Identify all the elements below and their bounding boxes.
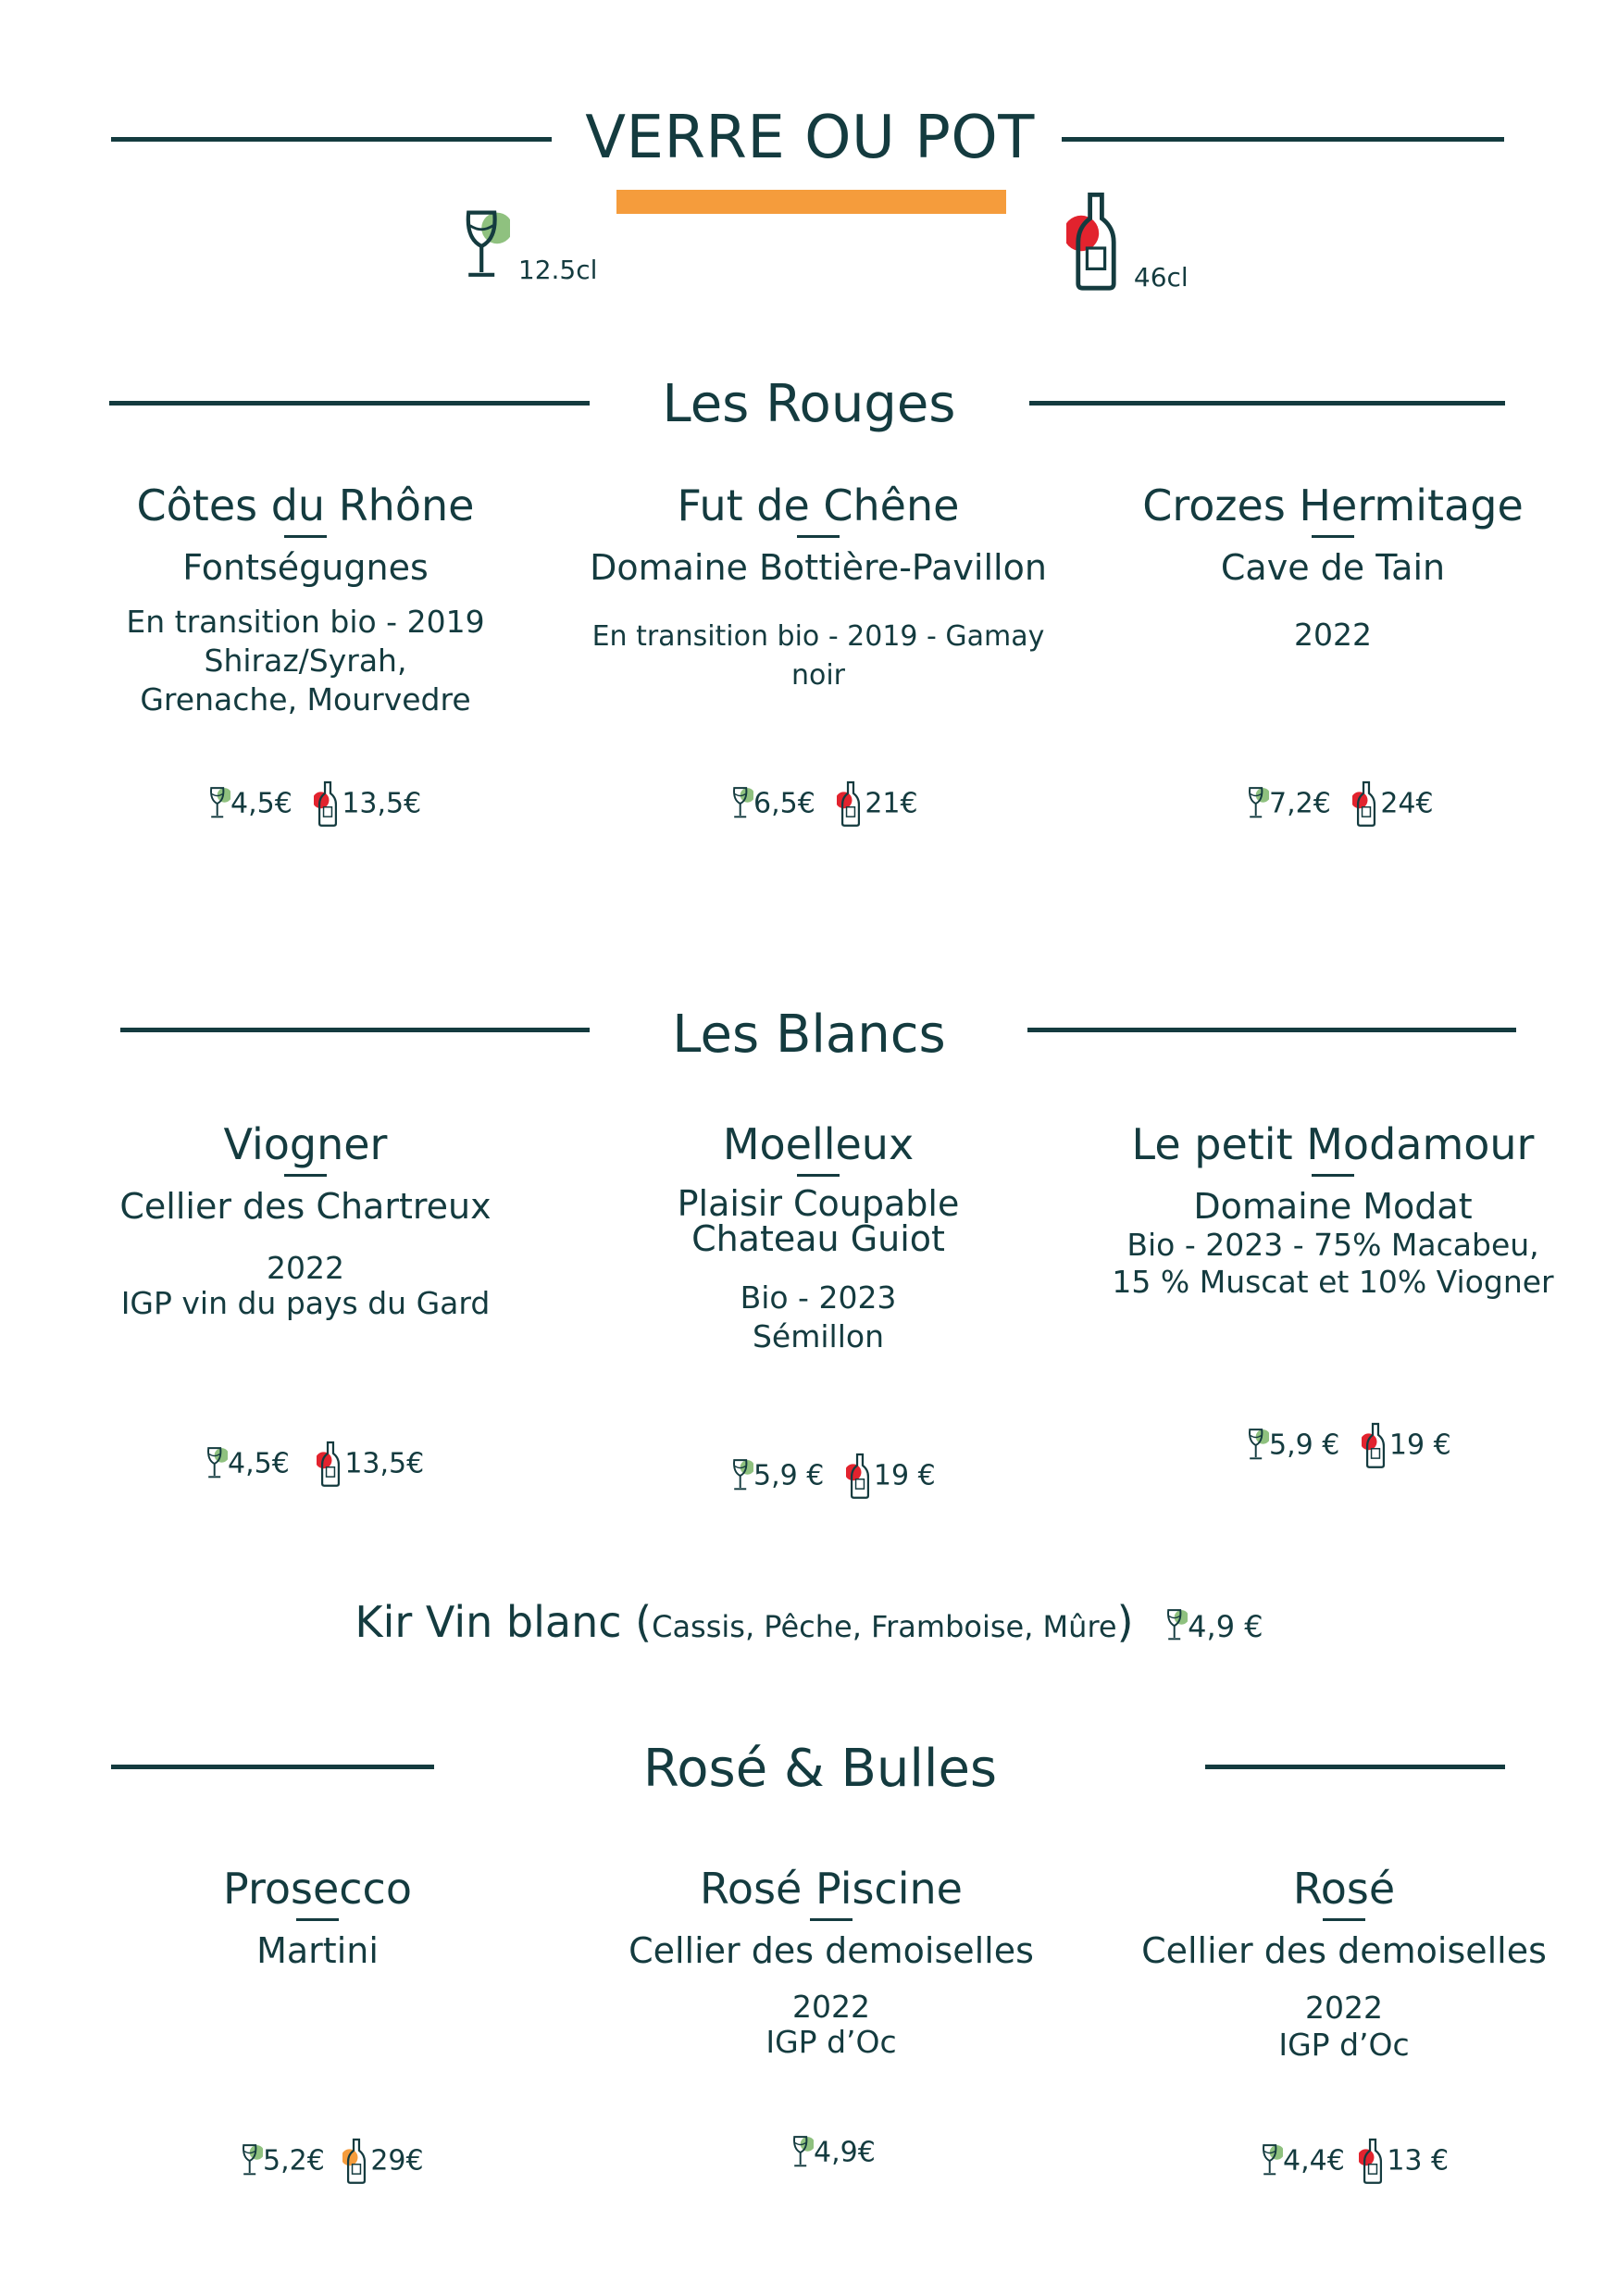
wine-rose-piscine bbox=[572, 1863, 1090, 2060]
bottle-icon bbox=[317, 1440, 344, 1488]
wine-desc-1: 2022 bbox=[1305, 1990, 1383, 2026]
wine-name: Le petit Modamour bbox=[1131, 1119, 1535, 1169]
price-row bbox=[204, 1440, 424, 1488]
bottle-price: 19 € bbox=[873, 1459, 936, 1492]
wine-moelleux bbox=[559, 1118, 1077, 1356]
kir-glass-price: 4,9 € bbox=[1188, 1609, 1263, 1644]
bottle-icon bbox=[1352, 780, 1380, 828]
wine-producer: Martini bbox=[256, 1930, 379, 1971]
wine-cotes-du-rhone bbox=[46, 480, 565, 719]
divider-dash bbox=[1323, 1918, 1365, 1921]
wine-producer: Cellier des Chartreux bbox=[119, 1186, 492, 1227]
wine-crozes-hermitage bbox=[1074, 480, 1592, 655]
divider-dash bbox=[296, 1918, 339, 1921]
bottle-price: 13,5€ bbox=[342, 787, 422, 820]
wine-desc-1: 2022 bbox=[267, 1250, 344, 1286]
bottle-price: 24€ bbox=[1380, 787, 1434, 820]
wine-glass-icon bbox=[1259, 2142, 1283, 2179]
bottle-price: 13 € bbox=[1387, 2144, 1450, 2177]
wine-producer-1: Plaisir Coupable bbox=[677, 1183, 960, 1224]
section-title-blancs: Les Blancs bbox=[672, 1004, 946, 1065]
header-rule-left bbox=[111, 137, 552, 142]
glass-price: 5,9 € bbox=[1269, 1429, 1340, 1462]
wine-glass-icon bbox=[458, 207, 510, 285]
wine-le-petit-modamour bbox=[1074, 1118, 1592, 1301]
bottle-icon bbox=[1359, 2137, 1387, 2185]
wine-glass-icon bbox=[790, 2134, 814, 2171]
price-row bbox=[729, 780, 918, 828]
kir-name: Kir Vin blanc bbox=[355, 1597, 622, 1647]
wine-producer: Cellier des demoiselles bbox=[1141, 1930, 1547, 1971]
price-row bbox=[790, 2134, 876, 2171]
price-row bbox=[239, 2137, 424, 2185]
divider-dash bbox=[797, 535, 840, 538]
bottle-price: 21€ bbox=[865, 787, 918, 820]
wine-desc-2: Shiraz/Syrah, bbox=[204, 643, 407, 679]
bottle-price: 19 € bbox=[1388, 1429, 1451, 1462]
bottle-icon bbox=[1362, 1421, 1389, 1469]
wine-rose bbox=[1085, 1863, 1603, 2064]
wine-glass-icon bbox=[729, 1457, 753, 1494]
header-rule-right bbox=[1062, 137, 1504, 142]
wine-glass-icon bbox=[1245, 1427, 1269, 1464]
divider-dash bbox=[1312, 1174, 1354, 1177]
wine-producer: Domaine Bottière-Pavillon bbox=[590, 547, 1047, 588]
wine-glass-icon bbox=[1164, 1607, 1188, 1644]
wine-desc-2: noir bbox=[790, 659, 846, 692]
glass-price: 4,5€ bbox=[228, 1447, 290, 1480]
wine-desc-1: Bio - 2023 - 75% Macabeu, bbox=[1126, 1227, 1539, 1263]
wine-name: Prosecco bbox=[223, 1864, 412, 1914]
wine-desc-2: IGP vin du pays du Gard bbox=[120, 1285, 491, 1321]
wine-name: Viogner bbox=[223, 1119, 388, 1169]
wine-name: Moelleux bbox=[722, 1119, 915, 1169]
legend-glass-label: 12.5cl bbox=[517, 255, 598, 285]
wine-name: Rosé bbox=[1292, 1864, 1396, 1914]
wine-desc-3: Grenache, Mourvedre bbox=[140, 681, 471, 718]
price-row bbox=[1245, 1421, 1451, 1469]
section-title-rose-bulles: Rosé & Bulles bbox=[642, 1739, 998, 1799]
bottle-icon bbox=[837, 780, 865, 828]
wine-desc-1: En transition bio - 2019 bbox=[126, 604, 485, 640]
divider-dash bbox=[284, 1174, 327, 1177]
section-title-rouges: Les Rouges bbox=[662, 374, 956, 434]
wine-glass-icon bbox=[239, 2142, 263, 2179]
kir-flavors: Cassis, Pêche, Framboise, Mûre bbox=[652, 1609, 1117, 1644]
wine-desc-2: Sémillon bbox=[752, 1318, 884, 1354]
glass-price: 4,4€ bbox=[1283, 2144, 1345, 2177]
wine-desc-2: IGP d’Oc bbox=[765, 2024, 897, 2060]
legend-bottle-label: 46cl bbox=[1133, 262, 1189, 293]
bottle-icon bbox=[314, 780, 342, 828]
wine-desc-1: 2022 bbox=[792, 1989, 870, 2025]
divider-dash bbox=[810, 1918, 853, 1921]
wine-producer: Domaine Modat bbox=[1193, 1186, 1473, 1227]
wine-desc-1: 2022 bbox=[1294, 617, 1372, 653]
wine-name: Rosé Piscine bbox=[700, 1864, 963, 1914]
price-row bbox=[206, 780, 421, 828]
glass-price: 7,2€ bbox=[1269, 787, 1331, 820]
glass-price: 4,9€ bbox=[814, 2136, 876, 2169]
bottle-icon bbox=[846, 1452, 874, 1500]
page-title: VERRE OU POT bbox=[585, 104, 1035, 172]
wine-producer: Fontségugnes bbox=[182, 547, 429, 588]
glass-price: 4,5€ bbox=[230, 787, 292, 820]
title-underline-bar bbox=[616, 190, 1006, 214]
rose-rule-left bbox=[111, 1765, 434, 1769]
wine-glass-icon bbox=[206, 785, 230, 822]
wine-glass-icon bbox=[729, 785, 753, 822]
wine-producer: Cellier des demoiselles bbox=[629, 1930, 1034, 1971]
wine-fut-de-chene bbox=[559, 480, 1077, 695]
price-row bbox=[1245, 780, 1434, 828]
wine-desc-2: IGP d’Oc bbox=[1278, 2027, 1410, 2063]
rose-rule-right bbox=[1205, 1765, 1505, 1769]
divider-dash bbox=[284, 535, 327, 538]
bottle-price: 29€ bbox=[370, 2144, 424, 2177]
wine-name: Fut de Chêne bbox=[677, 480, 960, 530]
wine-desc-2: 15 % Muscat et 10% Viogner bbox=[1112, 1264, 1554, 1300]
glass-price: 5,2€ bbox=[263, 2144, 325, 2177]
wine-name: Crozes Hermitage bbox=[1142, 480, 1524, 530]
wine-glass-icon bbox=[1245, 785, 1269, 822]
wine-prosecco bbox=[58, 1863, 577, 1971]
divider-dash bbox=[1312, 535, 1354, 538]
kir-paren-open: ( bbox=[635, 1597, 653, 1647]
wine-name: Côtes du Rhône bbox=[136, 480, 475, 530]
legend-bottle bbox=[1066, 189, 1189, 293]
wine-desc-1: Bio - 2023 bbox=[740, 1279, 897, 1316]
bottle-price: 13,5€ bbox=[344, 1447, 425, 1480]
wine-viogner bbox=[46, 1118, 565, 1321]
legend-glass bbox=[458, 207, 597, 285]
price-row bbox=[1259, 2137, 1449, 2185]
glass-price: 5,9 € bbox=[753, 1459, 825, 1492]
wine-desc-1: En transition bio - 2019 - Gamay bbox=[591, 620, 1045, 653]
glass-price: 6,5€ bbox=[753, 787, 815, 820]
wine-producer: Cave de Tain bbox=[1220, 547, 1446, 588]
wine-glass-icon bbox=[204, 1445, 228, 1482]
price-row bbox=[729, 1452, 936, 1500]
bottle-icon bbox=[1066, 189, 1126, 293]
kir-line bbox=[0, 1597, 1618, 1647]
bottle-icon bbox=[342, 2137, 370, 2185]
divider-dash bbox=[797, 1174, 840, 1177]
wine-producer-2: Chateau Guiot bbox=[691, 1218, 945, 1259]
kir-paren-close: ) bbox=[1116, 1597, 1134, 1647]
